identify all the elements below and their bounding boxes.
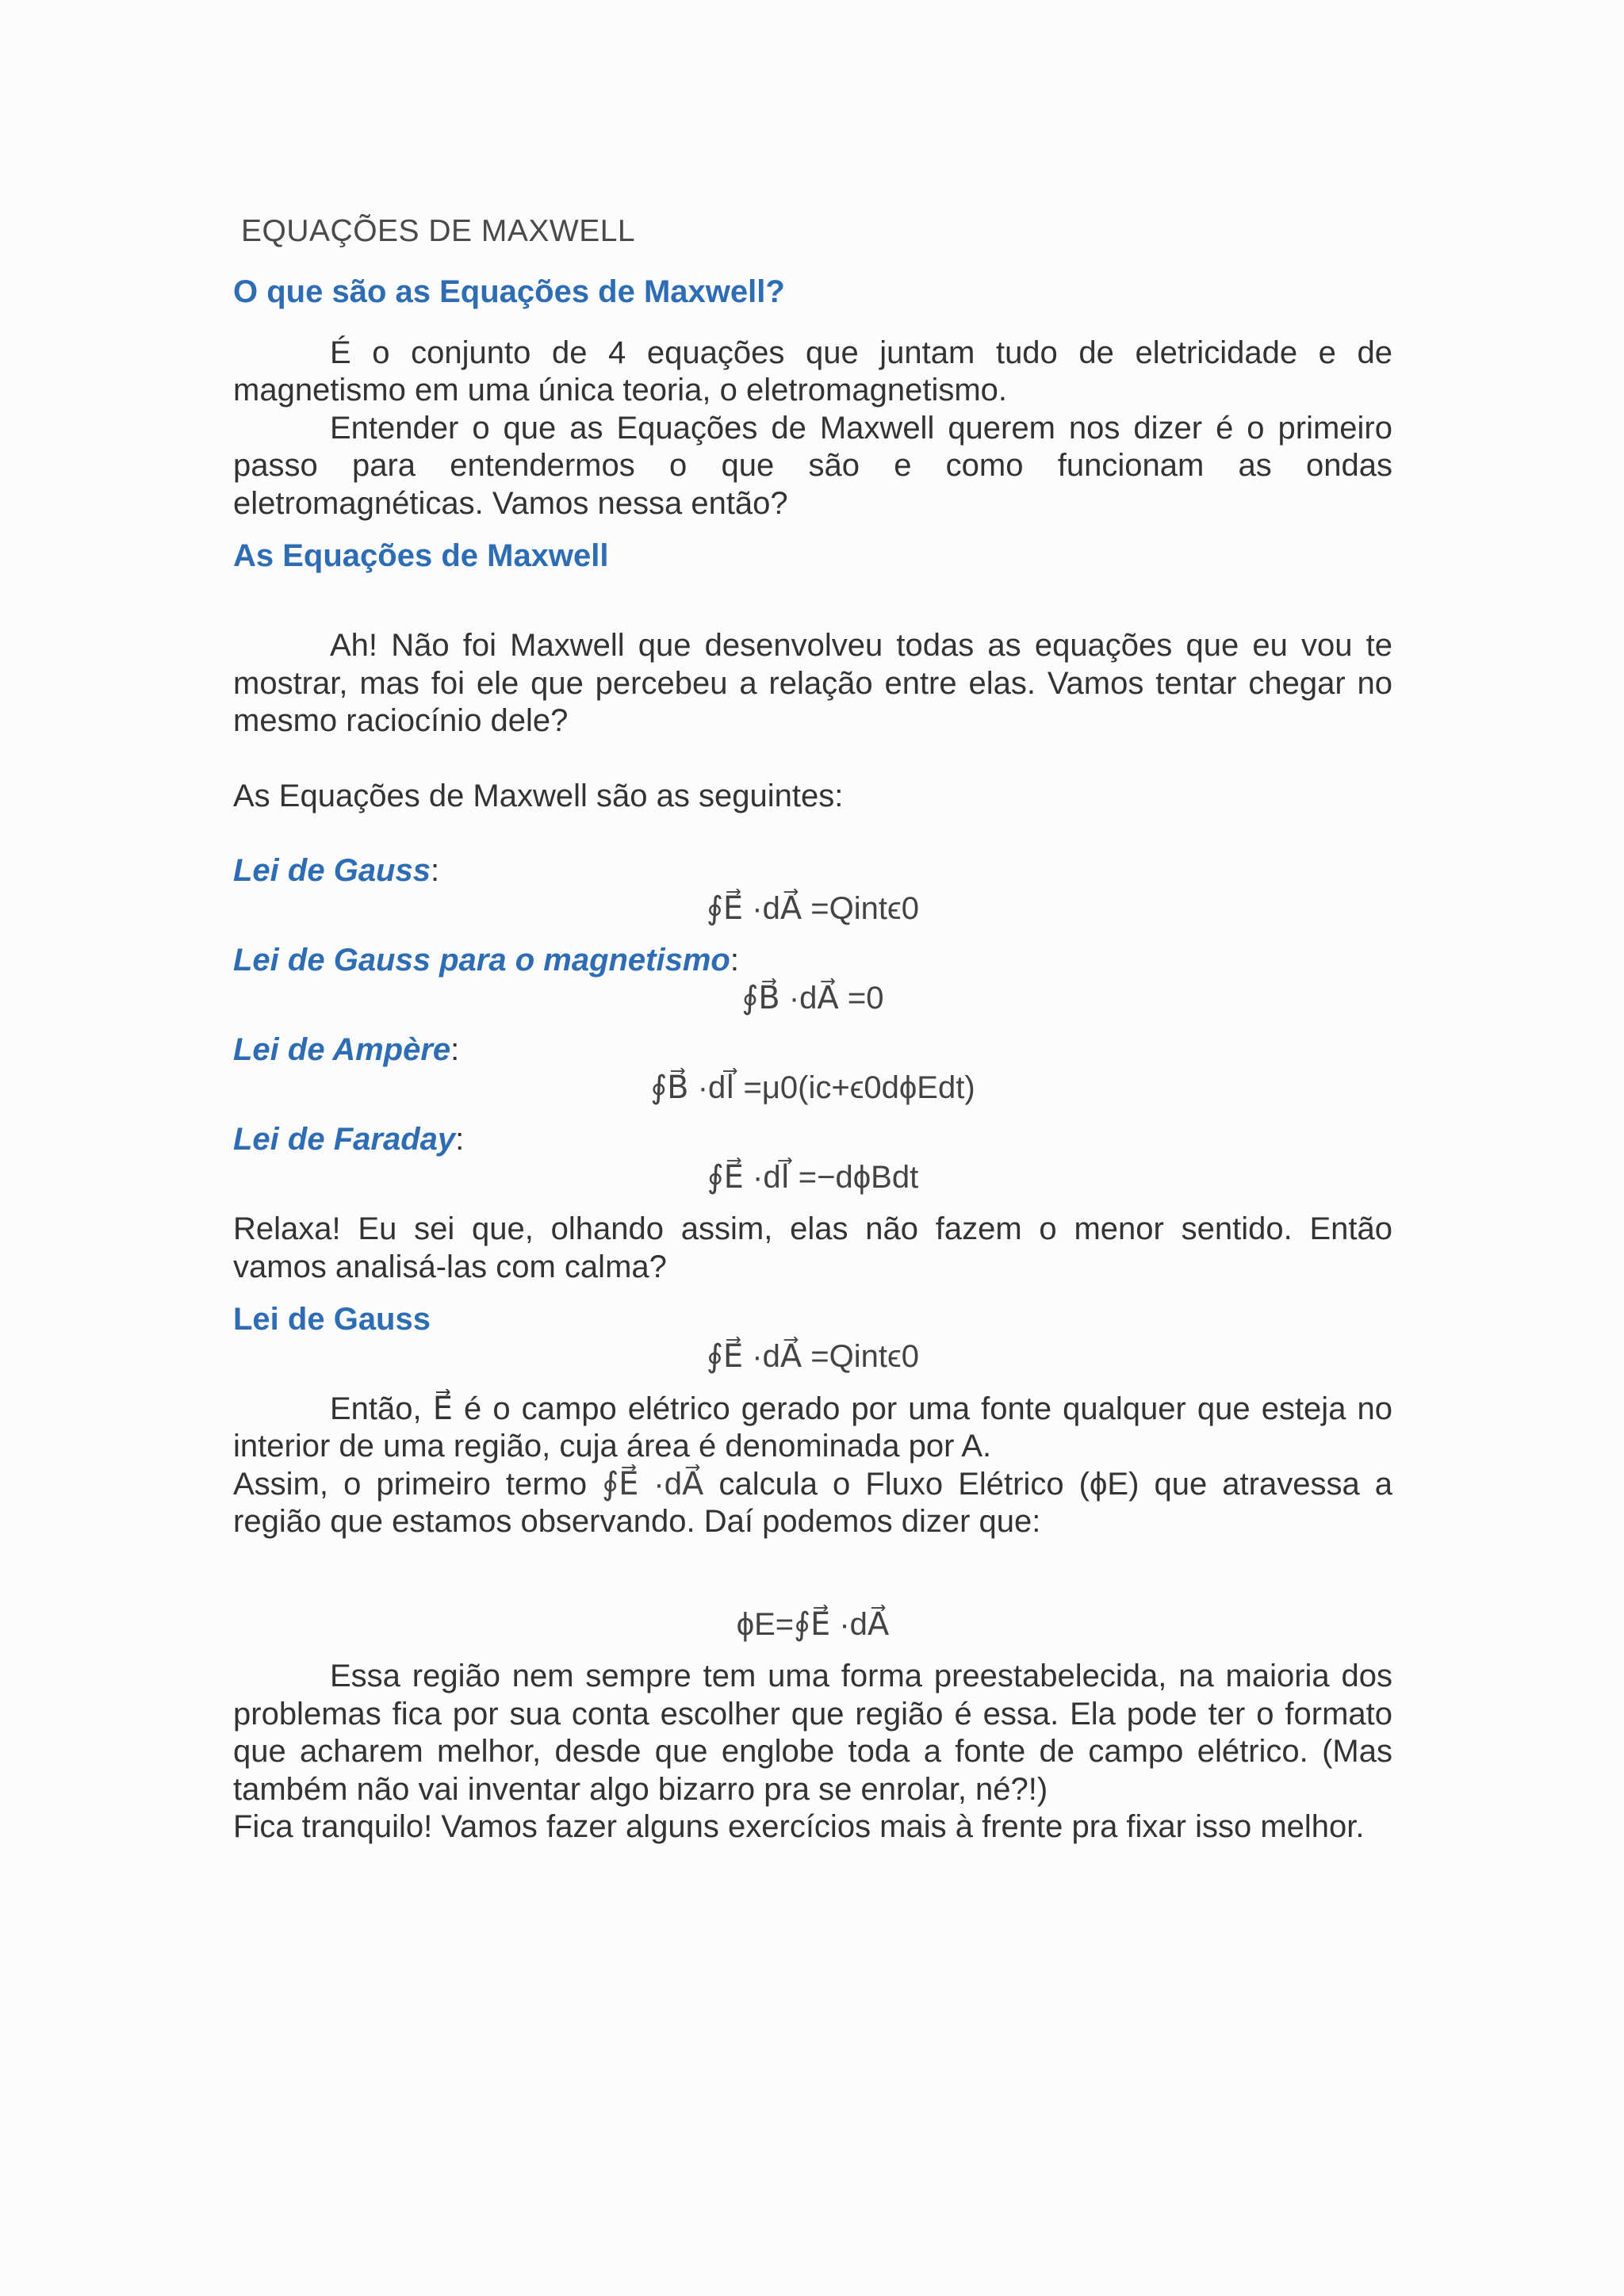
law-equation: ∮B⃗ ·dA⃗ =0 xyxy=(741,980,884,1016)
flux-equation: ϕE=∮E⃗ ·dA⃗ xyxy=(736,1606,890,1642)
paragraph-relax: Relaxa! Eu sei que, olhando assim, elas não fazem o menor sentido. Então vamos analisá-las com calma? xyxy=(233,1211,1392,1284)
document-body xyxy=(233,212,1392,1846)
law-faraday xyxy=(233,1121,1392,1196)
law-equation: ∮E⃗ ·dA⃗ =Qintϵ0 xyxy=(707,890,919,926)
section-heading-equations: As Equações de Maxwell xyxy=(233,538,609,573)
paragraph-definition: É o conjunto de 4 equações que juntam tudo de eletricidade e de magnetismo em uma única teoria, o eletromagnetismo. xyxy=(233,335,1392,408)
law-equation: ∮B⃗ ·dl⃗ =μ0(ic+ϵ0dϕEdt) xyxy=(650,1070,975,1105)
law-gauss xyxy=(233,852,1392,928)
law-label: Lei de Gauss xyxy=(233,853,431,888)
law-label: Lei de Gauss para o magnetismo xyxy=(233,943,730,978)
law-gauss-magnetism xyxy=(233,942,1392,1017)
label-colon: : xyxy=(455,1122,465,1157)
paragraph-intro-list: As Equações de Maxwell são as seguintes: xyxy=(233,778,844,813)
inline-flux-term: ∮E⃗ ·dA⃗ xyxy=(602,1466,704,1502)
paragraph-field-definition: Então, E⃗ é o campo elétrico gerado por uma fonte qualquer que esteja no interior de uma região, cuja área é denominada por A. xyxy=(233,1391,1392,1464)
law-equation: ∮E⃗ ·dl⃗ =−dϕBdt xyxy=(707,1159,919,1195)
law-label: Lei de Ampère xyxy=(233,1032,451,1067)
section-heading-gauss: Lei de Gauss xyxy=(233,1302,431,1337)
paragraph-region: Essa região nem sempre tem uma forma preestabelecida, na maioria dos problemas fica por sua conta escolher que região é essa. Ela pode ter o formato que acharem melhor, desde que englobe toda a fonte de campo elétrico. (Mas também não vai inventar algo bizarro pra se enrolar, né?!) xyxy=(233,1659,1392,1807)
paragraph-understanding: Entender o que as Equações de Maxwell querem nos dizer é o primeiro passo para entendermos o que são e como funcionam as ondas eletromagnéticas. Vamos nessa então? xyxy=(233,410,1392,521)
label-colon: : xyxy=(450,1032,460,1067)
law-ampere xyxy=(233,1031,1392,1107)
label-colon: : xyxy=(730,943,739,978)
label-colon: : xyxy=(430,853,440,888)
section-heading-what-are: O que são as Equações de Maxwell? xyxy=(233,274,785,309)
law-label: Lei de Faraday xyxy=(233,1122,456,1157)
document-title: EQUAÇÕES DE MAXWELL xyxy=(241,214,636,248)
gauss-equation: ∮E⃗ ·dA⃗ =Qintϵ0 xyxy=(707,1339,919,1374)
paragraph-exercises: Fica tranquilo! Vamos fazer alguns exercícios mais à frente pra fixar isso melhor. xyxy=(233,1809,1365,1844)
paragraph-history: Ah! Não foi Maxwell que desenvolveu todas as equações que eu vou te mostrar, mas foi ele que percebeu a relação entre elas. Vamos tentar chegar no mesmo raciocínio dele? xyxy=(233,628,1392,738)
paragraph-flux: Assim, o primeiro termo ∮E⃗ ·dA⃗ calcula o Fluxo Elétrico (ϕE) que atravessa a região que estamos observando. Daí podemos dizer que: xyxy=(233,1466,1393,1539)
